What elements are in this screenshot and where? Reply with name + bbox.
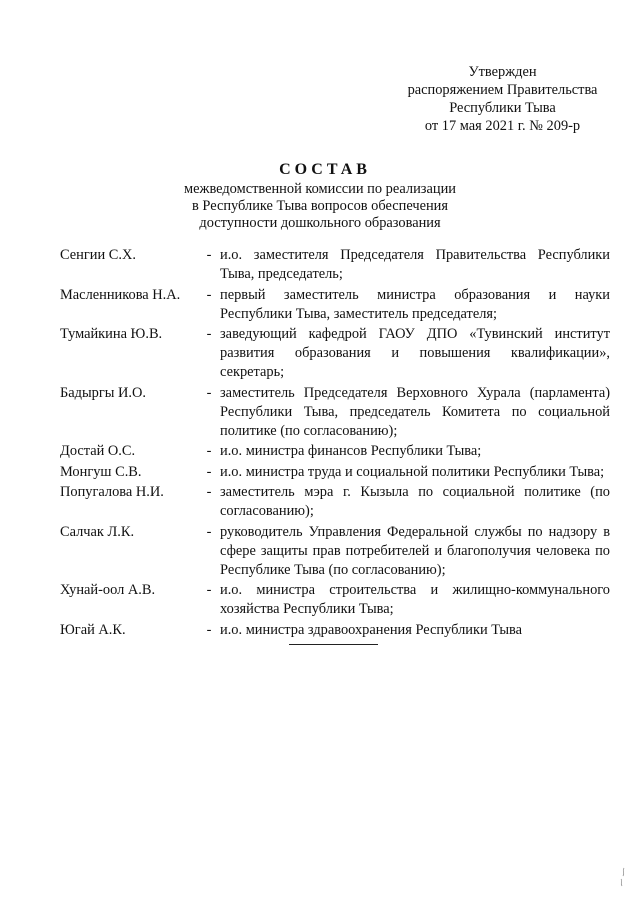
member-role: заведующий кафедрой ГАОУ ДПО «Тувинский институт развития образования и повышения квалификации», секретарь; [220,326,610,380]
member-row [60,325,610,382]
member-role: первый заместитель министра образования и науки Республики Тыва, заместитель председателя; [220,286,610,322]
member-name: Монгуш С.В. [60,463,142,480]
member-name: Тумайкина Ю.В. [60,326,163,342]
approval-line: от 17 мая 2021 г. № 209-р [424,118,581,134]
member-row [60,463,610,482]
member-dash: - [206,384,212,401]
member-role: заместитель мэра г. Кызыла по социальной политике (по согласованию); [220,484,610,519]
member-dash: - [206,621,212,638]
member-dash: - [206,523,212,540]
member-role: руководитель Управления Федеральной службы по надзору в сфере защиты прав потребителей и благополучия человека по Республике Тыва (по согласованию); [220,523,610,578]
document-title: СОСТАВ [279,161,371,178]
document-subtitle [0,181,640,232]
member-dash: - [206,484,212,500]
member-name: Попугалова Н.И. [60,484,164,500]
member-row [60,286,610,324]
member-name: Масленникова Н.А. [60,286,181,303]
approval-stamp [380,63,625,135]
member-role: и.о. министра труда и социальной политики Республики Тыва; [220,463,605,480]
approval-line: распоряжением Правительства [407,82,598,98]
member-role: и.о. заместителя Председателя Правительства Республики Тыва, председатель; [220,247,610,282]
approval-line: Утвержден [468,64,537,80]
member-dash: - [206,582,212,598]
member-name: Бадыргы И.О. [60,384,146,401]
member-row [60,523,610,580]
member-row [60,246,610,284]
member-name: Югай А.К. [60,621,126,638]
member-role: и.о. министра строительства и жилищно-коммунального хозяйства Республики Тыва; [220,582,610,617]
member-row [60,483,610,521]
member-name: Сенгии С.Х. [60,247,136,263]
member-dash: - [206,286,212,303]
member-name: Хунай-оол А.В. [60,582,156,598]
member-row [60,384,610,441]
member-row [60,442,610,461]
subtitle-line: в Республике Тыва вопросов обеспечения [192,198,448,214]
subtitle-line: доступности дошкольного образования [199,215,441,231]
member-dash: - [206,463,212,480]
member-row [60,581,610,619]
member-name: Салчак Л.К. [60,523,135,540]
member-role: и.о. министра здравоохранения Республики Тыва [220,621,522,638]
member-dash: - [206,247,212,263]
member-role: заместитель Председателя Верховного Хурала (парламента) Республики Тыва, председатель Комитета по социальной политике (по согласованию); [220,384,610,439]
member-row [60,621,610,640]
member-dash: - [206,443,212,459]
member-name: Достай О.С. [60,443,136,459]
document-header [0,160,640,232]
member-list [60,246,610,641]
approval-line: Республики Тыва [449,100,556,116]
member-role: и.о. министра финансов Республики Тыва; [220,443,482,459]
subtitle-line: межведомственной комиссии по реализации [184,181,456,197]
member-dash: - [206,326,212,342]
end-divider [289,644,378,645]
scan-mark-icon [617,866,629,888]
